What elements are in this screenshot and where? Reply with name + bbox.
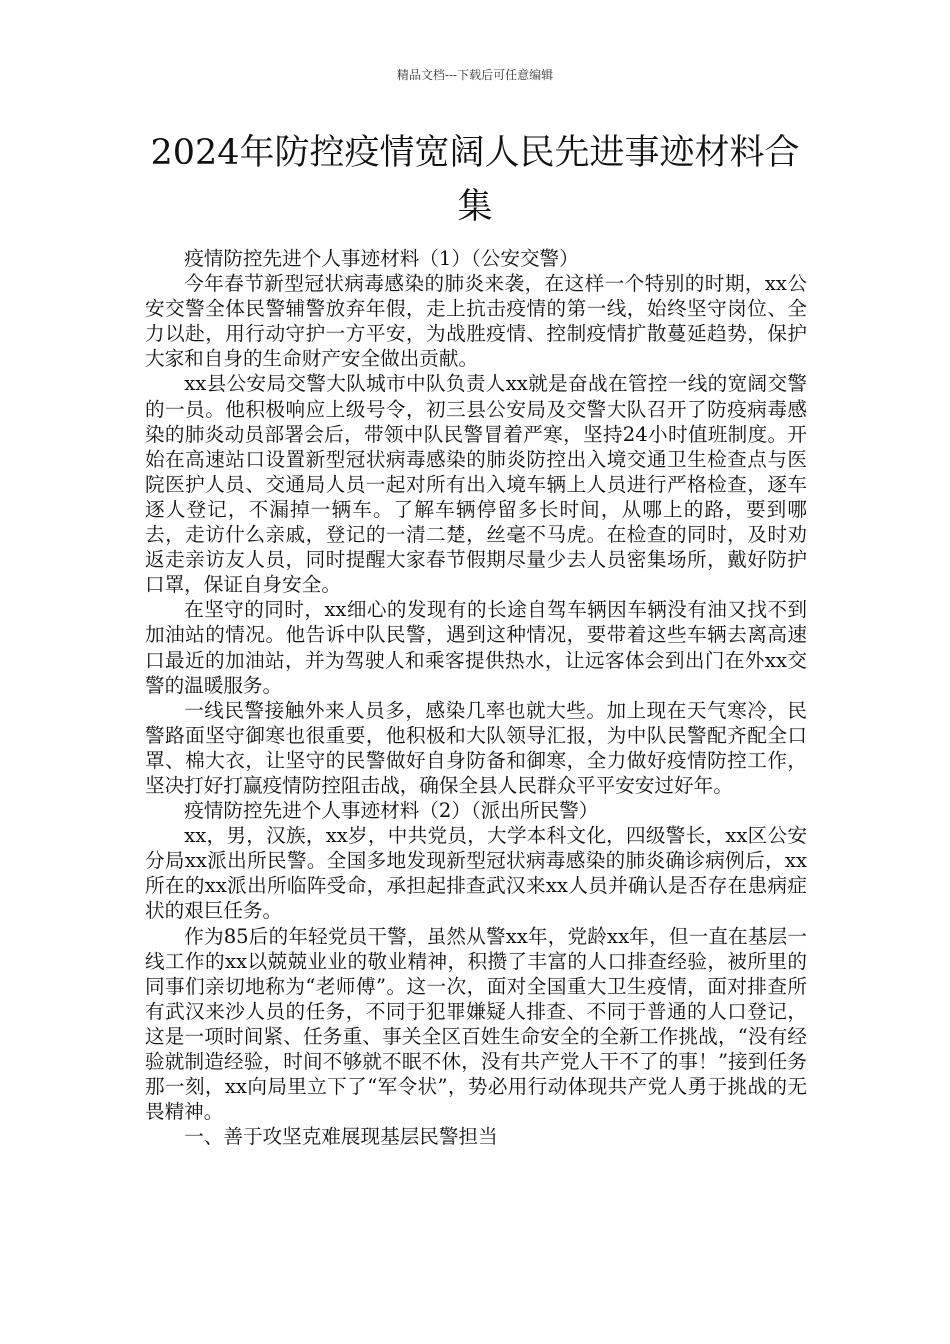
document-body (145, 246, 807, 1149)
paragraph: xx县公安局交警大队城市中队负责人xx就是奋战在管控一线的宽阔交警的一员。他积极响应上级号令，初三县公安局及交警大队召开了防疫病毒感染的肺炎动员部署会后，带领中队民警冒着严寒，坚持24小时值班制度。开始在高速站口设置新型冠状病毒感染的肺炎防控出入境交通卫生检查点与医院医护人员、交通局人员一起对所有出入境车辆上人员进行严格检查，逐车逐人登记，不漏掉一辆车。了解车辆停留多长时间，从哪上的路，要到哪去，走访什么亲戚，登记的一清二楚，丝毫不马虎。在检查的同时，及时劝返走亲访友人员，同时提醒大家春节假期尽量少去人员密集场所，戴好防护口罩，保证自身安全。 (145, 372, 807, 597)
page-header-note: 精品文档---下载后可任意编辑 (396, 68, 554, 82)
subsection-heading: 一、善于攻坚克难展现基层民警担当 (184, 1125, 498, 1149)
paragraph: 作为85后的年轻党员干警，虽然从警xx年，党龄xx年，但一直在基层一线工作的xx以兢兢业业的敬业精神，积攒了丰富的人口排查经验，被所里的同事们亲切地称为“老师傅”。这一次，面对全国重大卫生疫情，面对排查所有武汉来沙人员的任务，不同于犯罪嫌疑人排查、不同于普通的人口登记，这是一项时间紧、任务重、事关全区百姓生命安全的全新工作挑战，“没有经验就制造经验，时间不够就不眠不休，没有共产党人干不了的事！”接到任务那一刻，xx向局里立下了“军令状”，势必用行动体现共产党人勇于挑战的无畏精神。 (145, 924, 807, 1124)
section-heading-2: 疫情防控先进个人事迹材料（2）（派出所民警） (184, 799, 599, 823)
document-title: 2024年防控疫情宽阔人民先进事迹材料合集 (150, 133, 800, 227)
paragraph: 在坚守的同时，xx细心的发现有的长途自驾车辆因车辆没有油又找不到加油站的情况。他告诉中队民警，遇到这种情况，要带着这些车辆去离高速口最近的加油站，并为驾驶人和乘客提供热水，让远客体会到出门在外xx交警的温暖服务。 (145, 598, 807, 697)
paragraph: xx，男，汉族，xx岁，中共党员，大学本科文化，四级警长，xx区公安分局xx派出所民警。全国多地发现新型冠状病毒感染的肺炎确诊病例后，xx所在的xx派出所临阵受命，承担起排查武汉来xx人员并确认是否存在患病症状的艰巨任务。 (145, 824, 807, 923)
paragraph: 一线民警接触外来人员多，感染几率也就大些。加上现在天气寒冷，民警路面坚守御寒也很重要，他积极和大队领导汇报，为中队民警配齐配全口罩、棉大衣，让坚守的民警做好自身防备和御寒，全力做好疫情防控工作，坚决打好打赢疫情防控阻击战，确保全县人民群众平平安安过好年。 (145, 698, 807, 797)
section-heading-1: 疫情防控先进个人事迹材料（1）（公安交警） (184, 247, 579, 270)
paragraph: 今年春节新型冠状病毒感染的肺炎来袭，在这样一个特别的时期，xx公安交警全体民警辅警放弃年假，走上抗击疫情的第一线，始终坚守岗位、全力以赴，用行动守护一方平安，为战胜疫情、控制疫情扩散蔓延趋势，保护大家和自身的生命财产安全做出贡献。 (145, 272, 807, 371)
